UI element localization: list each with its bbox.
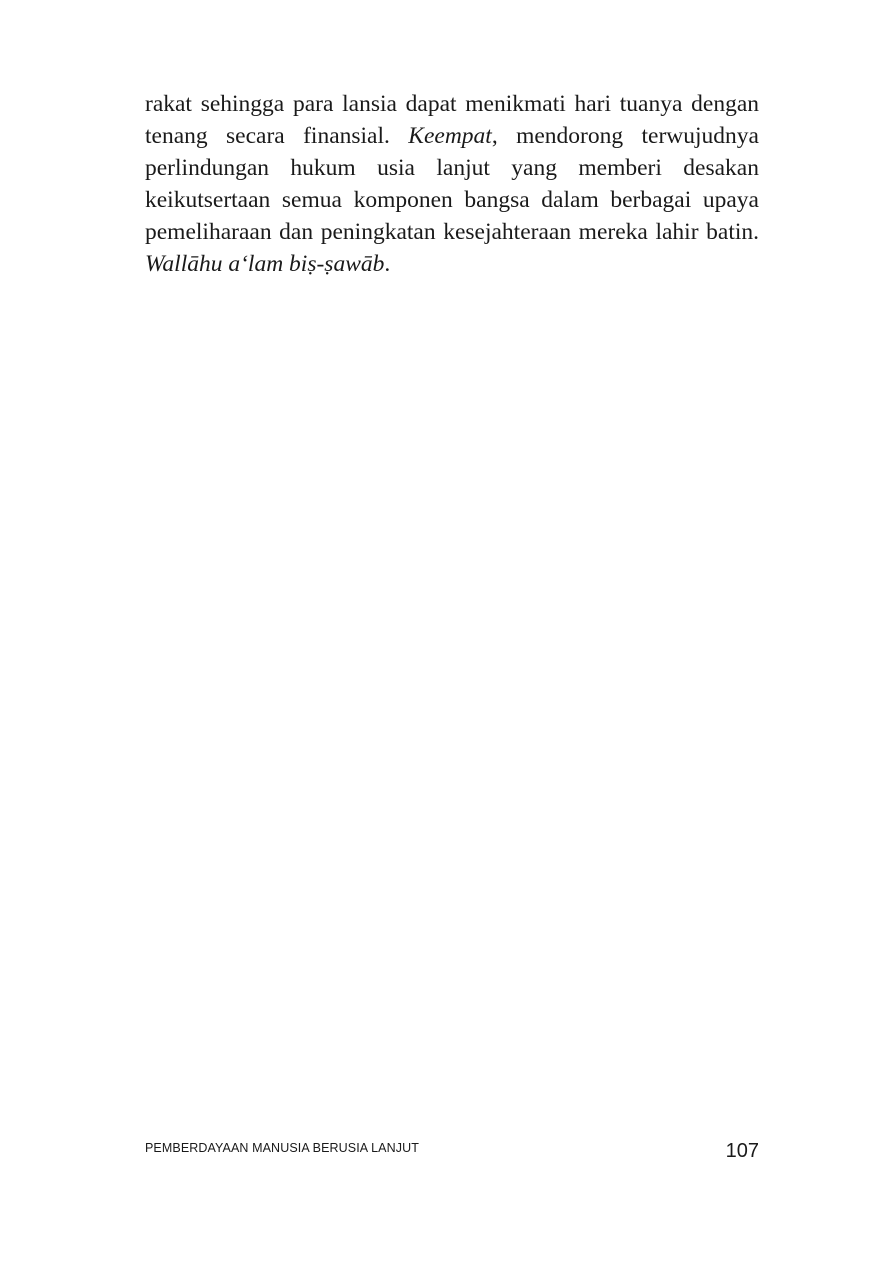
paragraph-text-part-3: . — [384, 251, 391, 277]
emphasis-closing-phrase: Wallāhu a‘lam biṣ-ṣawāb — [145, 251, 385, 277]
emphasis-keempat: Keempat — [408, 123, 492, 149]
footer-page-number: 107 — [725, 1140, 759, 1162]
footer-book-title: PEMBERDAYAAN MANUSIA BERUSIA LANJUT — [145, 1141, 419, 1155]
paragraph-text-part-1: rakat sehingga para lansia dapat menikmati hari tuanya dengan tenang secara finansial. — [145, 91, 759, 149]
paragraph-text-part-2: , mendorong terwujudnya perlindungan hukum usia lanjut yang memberi desakan keikutsertaan semua komponen bangsa dalam berbagai upaya pemeliharaan dan peningkatan kesejahteraan mereka lahir batin. — [145, 123, 759, 245]
body-paragraph — [145, 88, 759, 280]
